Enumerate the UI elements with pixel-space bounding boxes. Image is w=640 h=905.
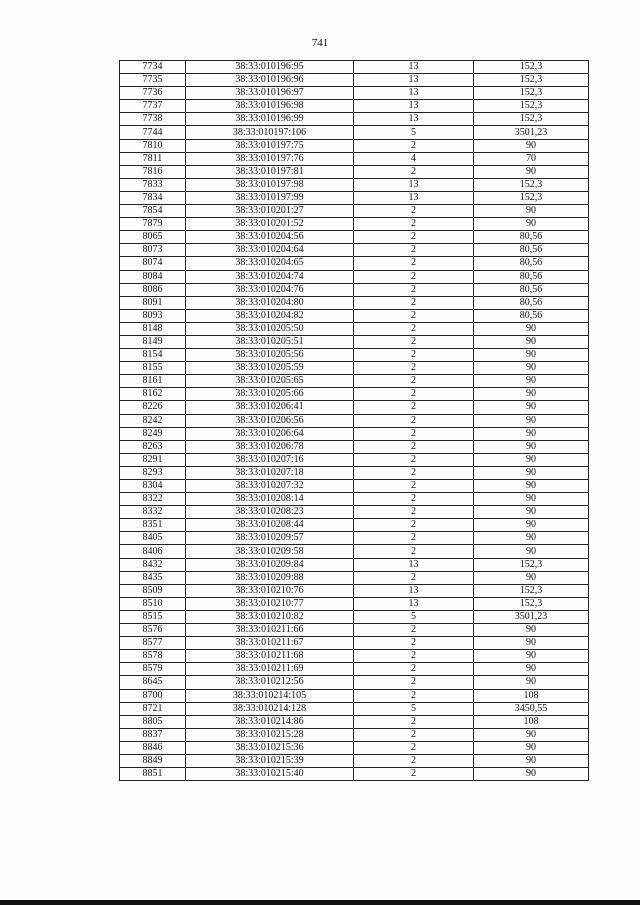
cadastral-number-cell: 38:33:010215:28 bbox=[186, 728, 354, 741]
cadastral-number-cell: 38:33:010197:98 bbox=[186, 178, 354, 191]
records-table-body bbox=[120, 61, 589, 781]
area-cell: 152,3 bbox=[474, 100, 589, 113]
code-cell: 2 bbox=[354, 401, 474, 414]
area-cell: 108 bbox=[474, 715, 589, 728]
table-row bbox=[120, 87, 589, 100]
record-number-cell: 8577 bbox=[120, 637, 186, 650]
area-cell: 90 bbox=[474, 532, 589, 545]
area-cell: 3501,23 bbox=[474, 126, 589, 139]
area-cell: 152,3 bbox=[474, 597, 589, 610]
table-row bbox=[120, 741, 589, 754]
table-row bbox=[120, 362, 589, 375]
code-cell: 13 bbox=[354, 584, 474, 597]
record-number-cell: 7810 bbox=[120, 139, 186, 152]
cadastral-number-cell: 38:33:010210:82 bbox=[186, 610, 354, 623]
table-row bbox=[120, 597, 589, 610]
cadastral-number-cell: 38:33:010204:56 bbox=[186, 231, 354, 244]
cadastral-number-cell: 38:33:010211:68 bbox=[186, 650, 354, 663]
area-cell: 90 bbox=[474, 139, 589, 152]
record-number-cell: 7735 bbox=[120, 74, 186, 87]
table-row bbox=[120, 100, 589, 113]
cadastral-number-cell: 38:33:010196:97 bbox=[186, 87, 354, 100]
record-number-cell: 8249 bbox=[120, 427, 186, 440]
cadastral-number-cell: 38:33:010197:106 bbox=[186, 126, 354, 139]
record-number-cell: 8645 bbox=[120, 676, 186, 689]
area-cell: 90 bbox=[474, 401, 589, 414]
record-number-cell: 8149 bbox=[120, 335, 186, 348]
cadastral-number-cell: 38:33:010208:23 bbox=[186, 506, 354, 519]
area-cell: 90 bbox=[474, 545, 589, 558]
cadastral-number-cell: 38:33:010207:18 bbox=[186, 466, 354, 479]
code-cell: 5 bbox=[354, 126, 474, 139]
table-row bbox=[120, 296, 589, 309]
code-cell: 2 bbox=[354, 545, 474, 558]
area-cell: 152,3 bbox=[474, 61, 589, 74]
area-cell: 152,3 bbox=[474, 558, 589, 571]
cadastral-number-cell: 38:33:010197:75 bbox=[186, 139, 354, 152]
table-row bbox=[120, 322, 589, 335]
cadastral-number-cell: 38:33:010208:44 bbox=[186, 519, 354, 532]
area-cell: 90 bbox=[474, 676, 589, 689]
cadastral-number-cell: 38:33:010208:14 bbox=[186, 493, 354, 506]
code-cell: 2 bbox=[354, 257, 474, 270]
area-cell: 90 bbox=[474, 768, 589, 781]
code-cell: 2 bbox=[354, 375, 474, 388]
table-row bbox=[120, 715, 589, 728]
record-number-cell: 7833 bbox=[120, 178, 186, 191]
code-cell: 2 bbox=[354, 165, 474, 178]
table-row bbox=[120, 637, 589, 650]
area-cell: 152,3 bbox=[474, 74, 589, 87]
area-cell: 80,56 bbox=[474, 257, 589, 270]
code-cell: 2 bbox=[354, 453, 474, 466]
code-cell: 13 bbox=[354, 191, 474, 204]
code-cell: 2 bbox=[354, 440, 474, 453]
cadastral-number-cell: 38:33:010204:74 bbox=[186, 270, 354, 283]
area-cell: 90 bbox=[474, 637, 589, 650]
record-number-cell: 7879 bbox=[120, 218, 186, 231]
table-row bbox=[120, 768, 589, 781]
record-number-cell: 7737 bbox=[120, 100, 186, 113]
area-cell: 152,3 bbox=[474, 191, 589, 204]
table-row bbox=[120, 584, 589, 597]
code-cell: 2 bbox=[354, 296, 474, 309]
record-number-cell: 8093 bbox=[120, 309, 186, 322]
table-row bbox=[120, 493, 589, 506]
table-row bbox=[120, 113, 589, 126]
table-row bbox=[120, 610, 589, 623]
code-cell: 2 bbox=[354, 715, 474, 728]
record-number-cell: 8700 bbox=[120, 689, 186, 702]
code-cell: 13 bbox=[354, 113, 474, 126]
code-cell: 13 bbox=[354, 100, 474, 113]
cadastral-number-cell: 38:33:010209:88 bbox=[186, 571, 354, 584]
cadastral-number-cell: 38:33:010212:56 bbox=[186, 676, 354, 689]
area-cell: 90 bbox=[474, 466, 589, 479]
area-cell: 90 bbox=[474, 650, 589, 663]
area-cell: 80,56 bbox=[474, 296, 589, 309]
code-cell: 5 bbox=[354, 610, 474, 623]
table-row bbox=[120, 126, 589, 139]
area-cell: 90 bbox=[474, 663, 589, 676]
area-cell: 80,56 bbox=[474, 270, 589, 283]
record-number-cell: 8322 bbox=[120, 493, 186, 506]
area-cell: 90 bbox=[474, 218, 589, 231]
code-cell: 2 bbox=[354, 309, 474, 322]
code-cell: 2 bbox=[354, 676, 474, 689]
code-cell: 2 bbox=[354, 362, 474, 375]
area-cell: 90 bbox=[474, 624, 589, 637]
area-cell: 152,3 bbox=[474, 584, 589, 597]
code-cell: 2 bbox=[354, 205, 474, 218]
area-cell: 80,56 bbox=[474, 283, 589, 296]
area-cell: 90 bbox=[474, 453, 589, 466]
record-number-cell: 8091 bbox=[120, 296, 186, 309]
record-number-cell: 8721 bbox=[120, 702, 186, 715]
cadastral-number-cell: 38:33:010211:69 bbox=[186, 663, 354, 676]
cadastral-number-cell: 38:33:010205:66 bbox=[186, 388, 354, 401]
record-number-cell: 8849 bbox=[120, 754, 186, 767]
code-cell: 13 bbox=[354, 597, 474, 610]
record-number-cell: 7738 bbox=[120, 113, 186, 126]
area-cell: 90 bbox=[474, 375, 589, 388]
area-cell: 90 bbox=[474, 349, 589, 362]
table-row bbox=[120, 466, 589, 479]
cadastral-number-cell: 38:33:010205:65 bbox=[186, 375, 354, 388]
code-cell: 2 bbox=[354, 427, 474, 440]
area-cell: 90 bbox=[474, 335, 589, 348]
code-cell: 2 bbox=[354, 139, 474, 152]
cadastral-number-cell: 38:33:010204:82 bbox=[186, 309, 354, 322]
code-cell: 2 bbox=[354, 571, 474, 584]
code-cell: 2 bbox=[354, 663, 474, 676]
cadastral-number-cell: 38:33:010204:80 bbox=[186, 296, 354, 309]
table-row bbox=[120, 624, 589, 637]
table-row bbox=[120, 231, 589, 244]
table-row bbox=[120, 440, 589, 453]
record-number-cell: 8578 bbox=[120, 650, 186, 663]
cadastral-number-cell: 38:33:010204:76 bbox=[186, 283, 354, 296]
area-cell: 90 bbox=[474, 165, 589, 178]
record-number-cell: 8515 bbox=[120, 610, 186, 623]
record-number-cell: 8291 bbox=[120, 453, 186, 466]
area-cell: 152,3 bbox=[474, 113, 589, 126]
table-row bbox=[120, 754, 589, 767]
table-row bbox=[120, 663, 589, 676]
table-row bbox=[120, 676, 589, 689]
area-cell: 152,3 bbox=[474, 178, 589, 191]
record-number-cell: 8074 bbox=[120, 257, 186, 270]
cadastral-number-cell: 38:33:010197:76 bbox=[186, 152, 354, 165]
table-row bbox=[120, 401, 589, 414]
area-cell: 90 bbox=[474, 754, 589, 767]
area-cell: 90 bbox=[474, 519, 589, 532]
table-row bbox=[120, 257, 589, 270]
cadastral-number-cell: 38:33:010196:95 bbox=[186, 61, 354, 74]
code-cell: 2 bbox=[354, 741, 474, 754]
area-cell: 80,56 bbox=[474, 231, 589, 244]
record-number-cell: 7811 bbox=[120, 152, 186, 165]
cadastral-number-cell: 38:33:010204:65 bbox=[186, 257, 354, 270]
area-cell: 90 bbox=[474, 728, 589, 741]
area-cell: 90 bbox=[474, 571, 589, 584]
record-number-cell: 8435 bbox=[120, 571, 186, 584]
cadastral-number-cell: 38:33:010197:99 bbox=[186, 191, 354, 204]
code-cell: 2 bbox=[354, 335, 474, 348]
table-row bbox=[120, 702, 589, 715]
cadastral-number-cell: 38:33:010205:51 bbox=[186, 335, 354, 348]
record-number-cell: 8162 bbox=[120, 388, 186, 401]
code-cell: 2 bbox=[354, 650, 474, 663]
code-cell: 4 bbox=[354, 152, 474, 165]
code-cell: 13 bbox=[354, 558, 474, 571]
record-number-cell: 8846 bbox=[120, 741, 186, 754]
cadastral-number-cell: 38:33:010204:64 bbox=[186, 244, 354, 257]
area-cell: 3501,23 bbox=[474, 610, 589, 623]
record-number-cell: 8837 bbox=[120, 728, 186, 741]
table-row bbox=[120, 178, 589, 191]
record-number-cell: 8155 bbox=[120, 362, 186, 375]
area-cell: 70 bbox=[474, 152, 589, 165]
record-number-cell: 8332 bbox=[120, 506, 186, 519]
cadastral-number-cell: 38:33:010209:57 bbox=[186, 532, 354, 545]
record-number-cell: 8065 bbox=[120, 231, 186, 244]
code-cell: 2 bbox=[354, 728, 474, 741]
cadastral-number-cell: 38:33:010206:41 bbox=[186, 401, 354, 414]
cadastral-number-cell: 38:33:010207:16 bbox=[186, 453, 354, 466]
code-cell: 2 bbox=[354, 218, 474, 231]
cadastral-number-cell: 38:33:010215:36 bbox=[186, 741, 354, 754]
table-row bbox=[120, 152, 589, 165]
page-number: 741 bbox=[311, 37, 329, 49]
record-number-cell: 7734 bbox=[120, 61, 186, 74]
record-number-cell: 7736 bbox=[120, 87, 186, 100]
table-row bbox=[120, 349, 589, 362]
record-number-cell: 8084 bbox=[120, 270, 186, 283]
cadastral-number-cell: 38:33:010205:56 bbox=[186, 349, 354, 362]
cadastral-number-cell: 38:33:010196:98 bbox=[186, 100, 354, 113]
table-row bbox=[120, 532, 589, 545]
code-cell: 2 bbox=[354, 480, 474, 493]
cadastral-number-cell: 38:33:010210:76 bbox=[186, 584, 354, 597]
area-cell: 90 bbox=[474, 427, 589, 440]
area-cell: 90 bbox=[474, 440, 589, 453]
table-row bbox=[120, 480, 589, 493]
cadastral-number-cell: 38:33:010196:96 bbox=[186, 74, 354, 87]
code-cell: 2 bbox=[354, 283, 474, 296]
cadastral-number-cell: 38:33:010211:66 bbox=[186, 624, 354, 637]
table-row bbox=[120, 205, 589, 218]
area-cell: 3450,55 bbox=[474, 702, 589, 715]
cadastral-number-cell: 38:33:010197:81 bbox=[186, 165, 354, 178]
code-cell: 13 bbox=[354, 178, 474, 191]
table-row bbox=[120, 414, 589, 427]
table-row bbox=[120, 139, 589, 152]
area-cell: 90 bbox=[474, 493, 589, 506]
cadastral-number-cell: 38:33:010214:105 bbox=[186, 689, 354, 702]
table-row bbox=[120, 335, 589, 348]
cadastral-number-cell: 38:33:010214:86 bbox=[186, 715, 354, 728]
table-row bbox=[120, 218, 589, 231]
table-row bbox=[120, 375, 589, 388]
code-cell: 2 bbox=[354, 519, 474, 532]
cadastral-number-cell: 38:33:010206:64 bbox=[186, 427, 354, 440]
table-row bbox=[120, 558, 589, 571]
scan-edge-bar bbox=[0, 900, 640, 905]
record-number-cell: 8405 bbox=[120, 532, 186, 545]
area-cell: 80,56 bbox=[474, 244, 589, 257]
table-row bbox=[120, 453, 589, 466]
record-number-cell: 8510 bbox=[120, 597, 186, 610]
code-cell: 2 bbox=[354, 270, 474, 283]
record-number-cell: 8851 bbox=[120, 768, 186, 781]
record-number-cell: 7744 bbox=[120, 126, 186, 139]
table-row bbox=[120, 191, 589, 204]
table-row bbox=[120, 650, 589, 663]
code-cell: 2 bbox=[354, 349, 474, 362]
cadastral-number-cell: 38:33:010196:99 bbox=[186, 113, 354, 126]
cadastral-number-cell: 38:33:010205:50 bbox=[186, 322, 354, 335]
record-number-cell: 8161 bbox=[120, 375, 186, 388]
cadastral-number-cell: 38:33:010210:77 bbox=[186, 597, 354, 610]
code-cell: 2 bbox=[354, 322, 474, 335]
table-row bbox=[120, 244, 589, 257]
record-number-cell: 8086 bbox=[120, 283, 186, 296]
table-row bbox=[120, 388, 589, 401]
cadastral-number-cell: 38:33:010215:39 bbox=[186, 754, 354, 767]
record-number-cell: 8226 bbox=[120, 401, 186, 414]
cadastral-number-cell: 38:33:010201:52 bbox=[186, 218, 354, 231]
code-cell: 2 bbox=[354, 388, 474, 401]
code-cell: 2 bbox=[354, 466, 474, 479]
table-row bbox=[120, 506, 589, 519]
area-cell: 90 bbox=[474, 205, 589, 218]
code-cell: 2 bbox=[354, 689, 474, 702]
records-table bbox=[119, 60, 589, 781]
area-cell: 80,56 bbox=[474, 309, 589, 322]
record-number-cell: 8154 bbox=[120, 349, 186, 362]
area-cell: 90 bbox=[474, 480, 589, 493]
table-row bbox=[120, 165, 589, 178]
cadastral-number-cell: 38:33:010215:40 bbox=[186, 768, 354, 781]
record-number-cell: 8579 bbox=[120, 663, 186, 676]
table-row bbox=[120, 61, 589, 74]
cadastral-number-cell: 38:33:010201:27 bbox=[186, 205, 354, 218]
code-cell: 2 bbox=[354, 754, 474, 767]
table-row bbox=[120, 74, 589, 87]
record-number-cell: 8432 bbox=[120, 558, 186, 571]
code-cell: 2 bbox=[354, 493, 474, 506]
record-number-cell: 8293 bbox=[120, 466, 186, 479]
record-number-cell: 8263 bbox=[120, 440, 186, 453]
code-cell: 2 bbox=[354, 506, 474, 519]
table-row bbox=[120, 545, 589, 558]
code-cell: 2 bbox=[354, 532, 474, 545]
table-row bbox=[120, 728, 589, 741]
table-row bbox=[120, 427, 589, 440]
table-row bbox=[120, 309, 589, 322]
area-cell: 108 bbox=[474, 689, 589, 702]
record-number-cell: 8576 bbox=[120, 624, 186, 637]
code-cell: 2 bbox=[354, 768, 474, 781]
table-row bbox=[120, 283, 589, 296]
cadastral-number-cell: 38:33:010206:56 bbox=[186, 414, 354, 427]
record-number-cell: 7834 bbox=[120, 191, 186, 204]
table-row bbox=[120, 689, 589, 702]
table-row bbox=[120, 519, 589, 532]
record-number-cell: 8304 bbox=[120, 480, 186, 493]
area-cell: 90 bbox=[474, 322, 589, 335]
table-row bbox=[120, 571, 589, 584]
record-number-cell: 8148 bbox=[120, 322, 186, 335]
code-cell: 13 bbox=[354, 74, 474, 87]
record-number-cell: 8351 bbox=[120, 519, 186, 532]
code-cell: 13 bbox=[354, 61, 474, 74]
code-cell: 2 bbox=[354, 244, 474, 257]
cadastral-number-cell: 38:33:010211:67 bbox=[186, 637, 354, 650]
code-cell: 2 bbox=[354, 231, 474, 244]
area-cell: 152,3 bbox=[474, 87, 589, 100]
code-cell: 5 bbox=[354, 702, 474, 715]
area-cell: 90 bbox=[474, 414, 589, 427]
record-number-cell: 8509 bbox=[120, 584, 186, 597]
record-number-cell: 8073 bbox=[120, 244, 186, 257]
record-number-cell: 8242 bbox=[120, 414, 186, 427]
area-cell: 90 bbox=[474, 741, 589, 754]
code-cell: 2 bbox=[354, 624, 474, 637]
area-cell: 90 bbox=[474, 362, 589, 375]
cadastral-number-cell: 38:33:010206:78 bbox=[186, 440, 354, 453]
cadastral-number-cell: 38:33:010205:59 bbox=[186, 362, 354, 375]
cadastral-number-cell: 38:33:010214:128 bbox=[186, 702, 354, 715]
code-cell: 2 bbox=[354, 414, 474, 427]
code-cell: 13 bbox=[354, 87, 474, 100]
record-number-cell: 8406 bbox=[120, 545, 186, 558]
cadastral-number-cell: 38:33:010207:32 bbox=[186, 480, 354, 493]
area-cell: 90 bbox=[474, 506, 589, 519]
code-cell: 2 bbox=[354, 637, 474, 650]
cadastral-number-cell: 38:33:010209:58 bbox=[186, 545, 354, 558]
record-number-cell: 8805 bbox=[120, 715, 186, 728]
area-cell: 90 bbox=[474, 388, 589, 401]
record-number-cell: 7816 bbox=[120, 165, 186, 178]
table-row bbox=[120, 270, 589, 283]
record-number-cell: 7854 bbox=[120, 205, 186, 218]
cadastral-number-cell: 38:33:010209:84 bbox=[186, 558, 354, 571]
